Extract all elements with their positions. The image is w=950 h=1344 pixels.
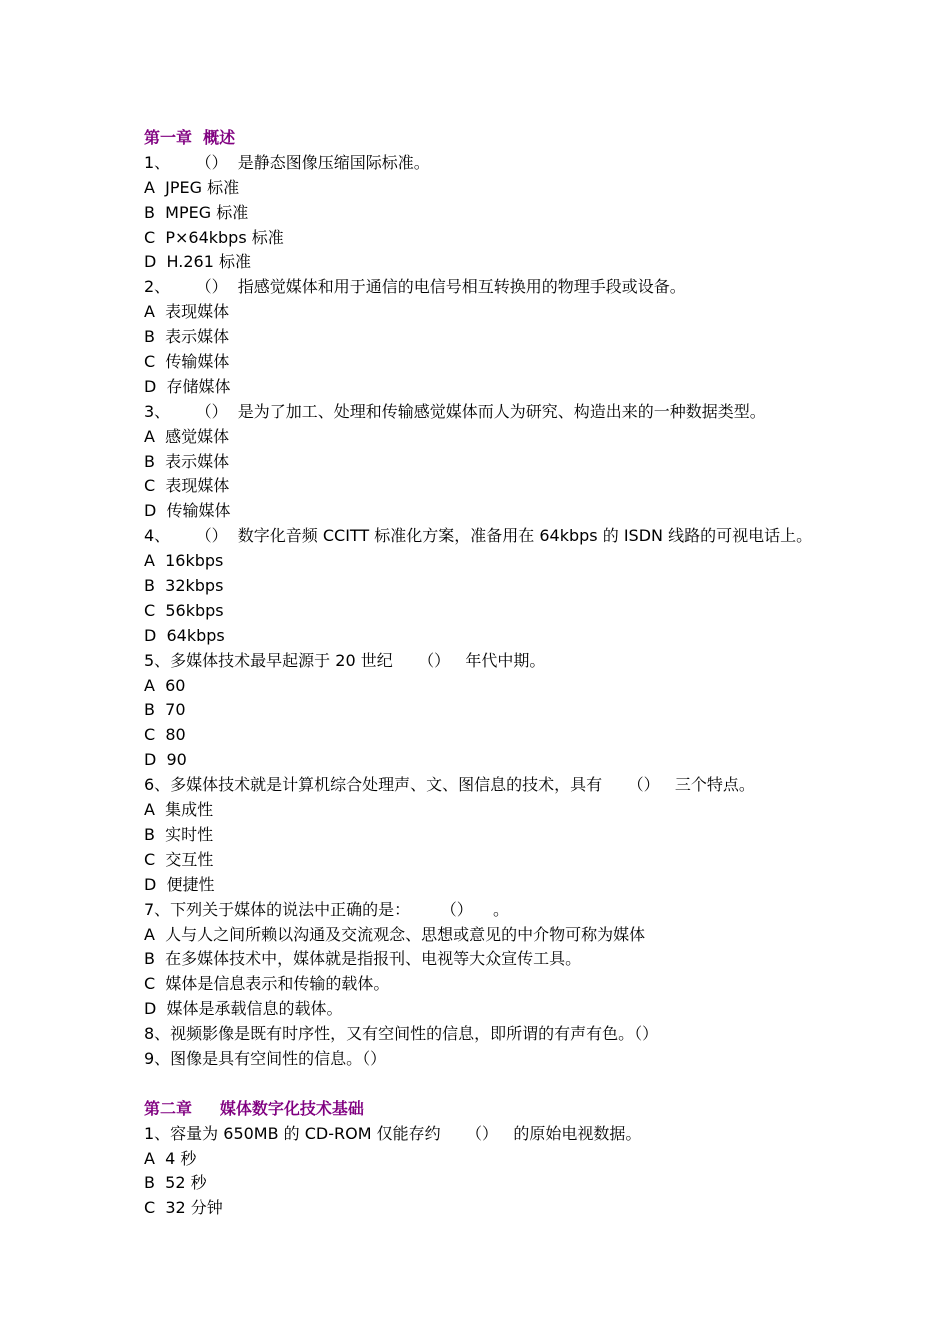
question-6: 6、多媒体技术就是计算机综合处理声、文、图信息的技术，具有 （） 三个特点。: [144, 775, 755, 795]
question-4: 4、 （） 数字化音频 CCITT 标准化方案，准备用在 64kbps 的 ISDN 线路的可视电话上。: [144, 526, 813, 546]
question-5: 5、多媒体技术最早起源于 20 世纪 （） 年代中期。: [144, 650, 546, 670]
question-8: 8、视频影像是既有时序性，又有空间性的信息，即所谓的有声有色。（）: [144, 1024, 659, 1044]
question-9: 9、图像是具有空间性的信息。（）: [144, 1048, 387, 1068]
option-text: D 64kbps: [144, 625, 225, 645]
option-text: C 56kbps: [144, 600, 224, 620]
option-text: A 人与人之间所赖以沟通及交流观念、思想或意见的中介物可称为媒体: [144, 924, 646, 944]
question-2: 2、 （） 指感觉媒体和用于通信的电信号相互转换用的物理手段或设备。: [144, 277, 686, 297]
chapter-1-heading: 第一章 概述: [144, 128, 236, 147]
option-text: D 90: [144, 750, 187, 770]
chapter-2-heading: 第二章 媒体数字化技术基础: [144, 1098, 364, 1118]
option-text: B MPEG 标准: [144, 202, 249, 222]
chapter-spacer: [144, 1072, 934, 1097]
question-3: 3、 （） 是为了加工、处理和传输感觉媒体而人为研究、构造出来的一种数据类型。: [144, 401, 766, 421]
option-text: A 感觉媒体: [144, 426, 230, 446]
option-text: D H.261 标准: [144, 252, 251, 272]
option-text: A 集成性: [144, 800, 214, 820]
option-text: D 媒体是承载信息的载体。: [144, 999, 343, 1019]
option-text: B 70: [144, 700, 186, 720]
option-text: C 80: [144, 725, 186, 745]
option-text: B 32kbps: [144, 576, 224, 596]
option-text: B 在多媒体技术中，媒体就是指报刊、电视等大众宣传工具。: [144, 949, 582, 969]
option-text: D 传输媒体: [144, 501, 231, 521]
option-text: B 实时性: [144, 824, 214, 844]
option-text: C P×64kbps 标准: [144, 227, 284, 247]
chapter-2-questions: [144, 1122, 934, 1222]
option-text: C 交互性: [144, 849, 214, 869]
option-text: B 52 秒: [144, 1173, 207, 1193]
option-text: C 表现媒体: [144, 476, 230, 496]
question-1: 1、 （） 是静态图像压缩国际标准。: [144, 152, 430, 172]
question-7: 7、下列关于媒体的说法中正确的是： （） 。: [144, 899, 510, 919]
chapter-1-questions: [144, 151, 934, 1072]
option-text: C 32 分钟: [144, 1198, 223, 1218]
document-body: [144, 126, 934, 1221]
option-text: A JPEG 标准: [144, 177, 240, 197]
option-text: A 60: [144, 675, 186, 695]
option-text: B 表示媒体: [144, 451, 230, 471]
option-text: D 便捷性: [144, 874, 215, 894]
option-text: C 媒体是信息表示和传输的载体。: [144, 974, 390, 994]
option-text: A 4 秒: [144, 1148, 197, 1168]
question-1: 1、容量为 650MB 的 CD-ROM 仅能存约 （） 的原始电视数据。: [144, 1123, 642, 1143]
option-text: C 传输媒体: [144, 352, 230, 372]
option-text: A 16kbps: [144, 551, 224, 571]
option-text: A 表现媒体: [144, 302, 230, 322]
option-text: B 表示媒体: [144, 327, 230, 347]
option-text: D 存储媒体: [144, 376, 231, 396]
